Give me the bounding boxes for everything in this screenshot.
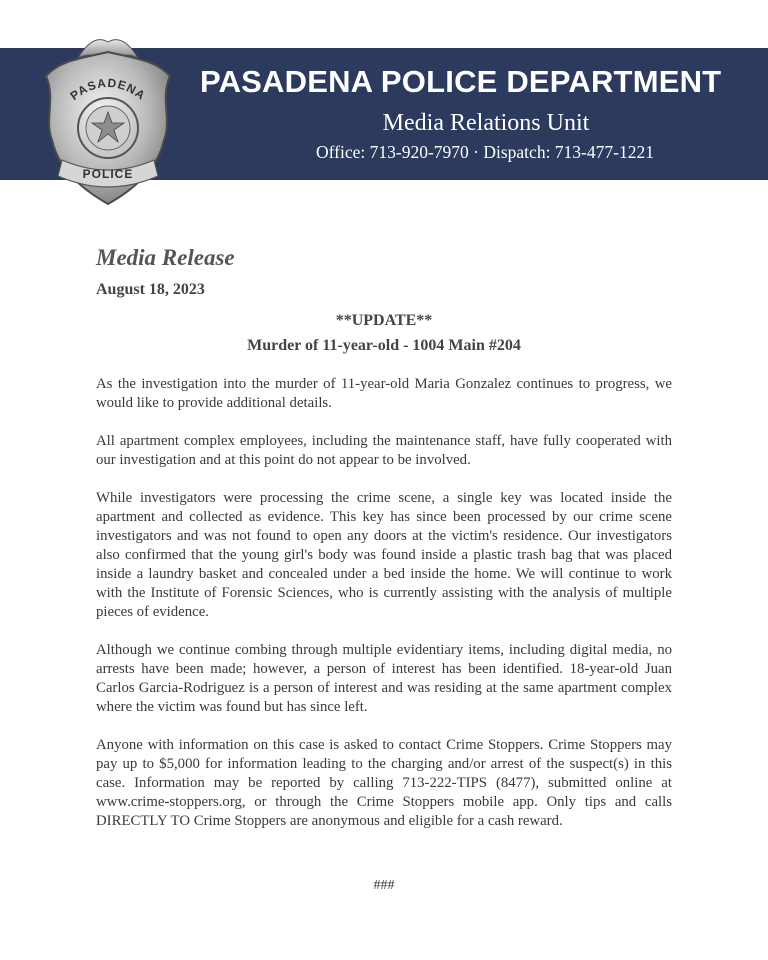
- update-heading: **UPDATE**: [335, 312, 433, 329]
- paragraph: Although we continue combing through multiple evidentiary items, including digital media, no arrests have been made; however, a person of interest has been identified. 18-year-old Juan Carlos Garcia-Rodriguez is a person of interest and was residing at the same apartment complex where the victim was found but has since left.: [96, 642, 672, 715]
- contact-line: Office: 713-920-7970 · Dispatch: 713-477-1221: [316, 142, 654, 162]
- release-date: August 18, 2023: [96, 281, 205, 298]
- badge-bottom-text: POLICE: [82, 167, 134, 181]
- department-name: PASADENA POLICE DEPARTMENT: [200, 64, 722, 99]
- paragraph: While investigators were processing the crime scene, a single key was located inside the apartment and collected as evidence. This key has since been processed by our crime scene investigators and was not found to open any doors at the victim's residence. Our investigators also confirmed that the young girl's body was found inside a plastic trash bag that was placed inside a laundry basket and concealed under a bed inside the home. We will continue to work with the Institute of Forensic Sciences, who is currently assisting with the analysis of multiple pieces of evidence.: [96, 490, 672, 620]
- police-badge-icon: [38, 28, 178, 210]
- unit-name: Media Relations Unit: [382, 110, 590, 136]
- badge-top-text: PASADENA: [67, 75, 149, 103]
- end-mark: ###: [373, 878, 395, 893]
- paragraph: Anyone with information on this case is asked to contact Crime Stoppers. Crime Stoppers may pay up to $5,000 for information leading to the charging and/or arrest of the suspect(s) in this case. Information may be reported by calling 713-222-TIPS (8477), submitted online at www.crime-stoppers.org, or through the Crime Stoppers mobile app. Only tips and calls DIRECTLY TO Crime Stoppers are anonymous and eligible for a cash reward.: [96, 737, 672, 829]
- release-body: [96, 375, 672, 850]
- paragraph: As the investigation into the murder of 11-year-old Maria Gonzalez continues to progress, we would like to provide additional details.: [96, 376, 672, 411]
- release-headline: Murder of 11-year-old - 1004 Main #204: [247, 337, 521, 354]
- release-label: Media Release: [96, 245, 235, 270]
- paragraph: All apartment complex employees, including the maintenance staff, have fully cooperated with our investigation and at this point do not appear to be involved.: [96, 433, 672, 468]
